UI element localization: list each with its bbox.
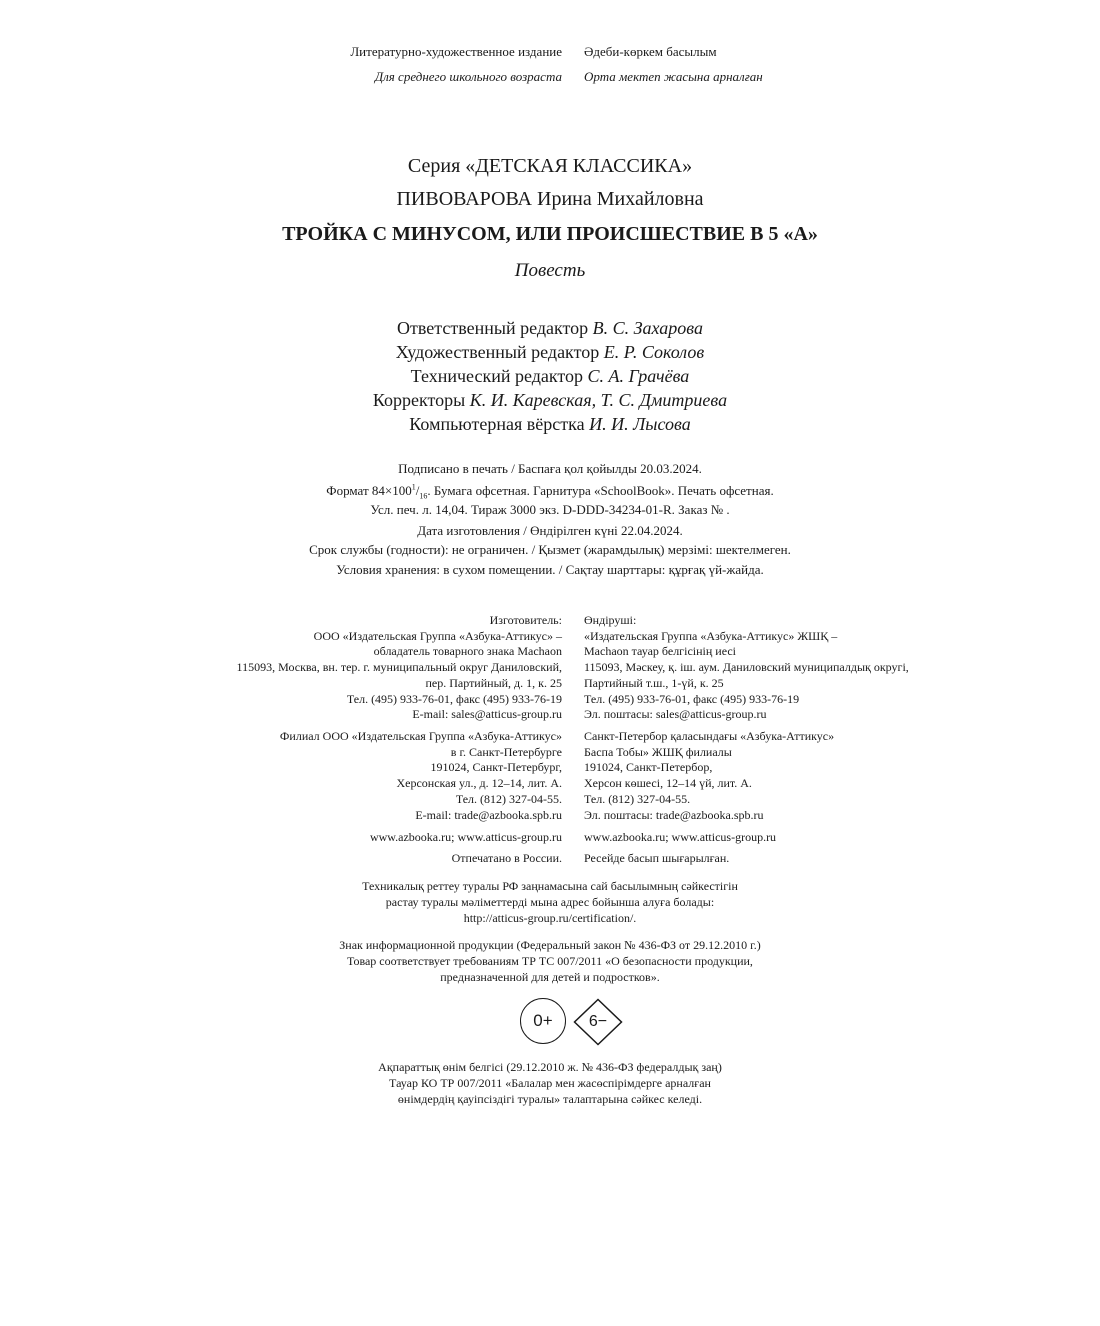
age-rating-diamond-icon (573, 998, 623, 1046)
storage-conditions: Условия хранения: в сухом помещении. / Сақтау шарттары: құрғақ үй-жайда. (336, 562, 764, 577)
credit-person: Е. Р. Соколов (603, 342, 705, 362)
credit-line (0, 389, 1100, 412)
manufacturer-ru: Изготовитель: ООО «Издательская Группа «Азбука-Аттикус» – обладатель товарного знака Machaon 115093, Москва, вн. тер. г. муниципальный округ Даниловский, пер. Партийный, д. 1, к. 25 Тел. (495) 933-76-01, факс (495) 933-76-19 E-mail: sales@atticus-group.ru (236, 613, 562, 722)
edition-type-ru: Литературно-художественное издание (350, 44, 562, 59)
certification-line: растау туралы мәліметтерді мына адрес бойынша алуға болады: (385, 895, 715, 909)
book-genre: Повесть (514, 260, 586, 281)
credit-person: К. И. Каревская, Т. С. Дмитриева (469, 390, 728, 410)
age-group-kz: Орта мектеп жасына арналған (584, 69, 763, 84)
age-group-ru: Для среднего школьного возраста (374, 69, 562, 84)
printed-in-ru: Отпечатано в России. (451, 851, 562, 865)
certification-link[interactable]: http://atticus-group.ru/certification/. (463, 911, 637, 925)
age-rating-circle-icon: 0+ (520, 998, 566, 1044)
info-sign-kz-line: Ақпараттық өнім белгісі (29.12.2010 ж. № 436-ФЗ федералдық заң) (378, 1060, 722, 1074)
edition-type-kz: Әдеби-көркем басылым (584, 44, 717, 59)
credit-role: Технический редактор (410, 366, 584, 386)
credit-person: С. А. Грачёва (587, 366, 690, 386)
credit-role: Художественный редактор (395, 342, 600, 362)
printed-in-kz: Ресейде басып шығарылған. (584, 851, 730, 865)
credit-line (0, 317, 1100, 340)
credit-line (0, 413, 1100, 436)
info-sign-kz-line: өнімдердің қауіпсіздігі туралы» талаптарына сәйкес келеді. (397, 1092, 703, 1106)
certification-line: Техникалық реттеу туралы РФ заңнамасына сай басылымның сәйкестігін (362, 879, 738, 893)
print-sheets-line: Усл. печ. л. 14,04. Тираж 3000 экз. D-DDD-34234-01-R. Заказ № . (370, 502, 730, 517)
age-rating-marks (520, 998, 630, 1046)
service-life: Срок службы (годности): не ограничен. / Қызмет (жарамдылық) мерзімі: шектелмеген. (309, 542, 791, 557)
info-sign-kz-line: Тауар КО ТР 007/2011 «Балалар мен жасөспірімдерге арналған (389, 1076, 711, 1090)
credit-person: В. С. Захарова (592, 318, 703, 338)
manufacturer-kz: Өндіруші: «Издательская Группа «Азбука-Аттикус» ЖШҚ – Machaon тауар белгісінің иесі 115093, Мәскеу, қ. іш. аум. Даниловский муниципалдық округі, Партийный т.ш., 1-үй, к. 25 Тел. (495) 933-76-01, факс (495) 933-76-19 Эл. поштасы: sales@atticus-group.ru (584, 613, 909, 722)
age-rating-diamond-label: 6− (588, 1013, 608, 1030)
info-sign-ru-line: предназначенной для детей и подростков». (440, 970, 660, 984)
branch-ru: Филиал ООО «Издательская Группа «Азбука-Аттикус» в г. Санкт-Петербурге 191024, Санкт-Петербург, Херсонская ул., д. 12–14, лит. А. Тел. (812) 327-04-55. E-mail: trade@azbooka.spb.ru (279, 729, 562, 822)
credit-line (0, 365, 1100, 388)
credit-line (0, 341, 1100, 364)
websites-kz[interactable]: www.azbooka.ru; www.atticus-group.ru (584, 830, 777, 844)
credit-person: И. И. Лысова (589, 414, 691, 434)
credit-role: Ответственный редактор (397, 318, 589, 338)
credit-role: Корректоры (372, 390, 466, 410)
info-sign-ru-line: Знак информационной продукции (Федеральный закон № 436-ФЗ от 29.12.2010 г.) (339, 938, 761, 952)
author-name: ПИВОВАРОВА Ирина Михайловна (396, 188, 704, 210)
signed-to-print: Подписано в печать / Баспаға қол қойылды 20.03.2024. (398, 461, 702, 476)
websites-ru[interactable]: www.azbooka.ru; www.atticus-group.ru (369, 830, 562, 844)
credit-role: Компьютерная вёрстка (409, 414, 585, 434)
branch-kz: Санкт-Петербор қаласындағы «Азбука-Аттикус» Баспа Тобы» ЖШҚ филиалы 191024, Санкт-Петербор, Херсон көшесі, 12–14 үй, лит. А. Тел. (812) 327-04-55. Эл. поштасы: trade@azbooka.spb.ru (584, 729, 835, 822)
info-sign-ru-line: Товар соответствует требованиям ТР ТС 007/2011 «О безопасности продукции, (347, 954, 753, 968)
manufacture-date: Дата изготовления / Өндірілген күні 22.04.2024. (417, 523, 683, 538)
format-line: Формат $84\times 100^1/_{16}$. Бумага офсетная. Гарнитура «SchoolBook». Печать офсетная. (326, 482, 774, 501)
book-title: ТРОЙКА С МИНУСОМ, ИЛИ ПРОИСШЕСТВИЕ В 5 «А» (282, 223, 818, 245)
series-name: Серия «ДЕТСКАЯ КЛАССИКА» (407, 155, 693, 177)
